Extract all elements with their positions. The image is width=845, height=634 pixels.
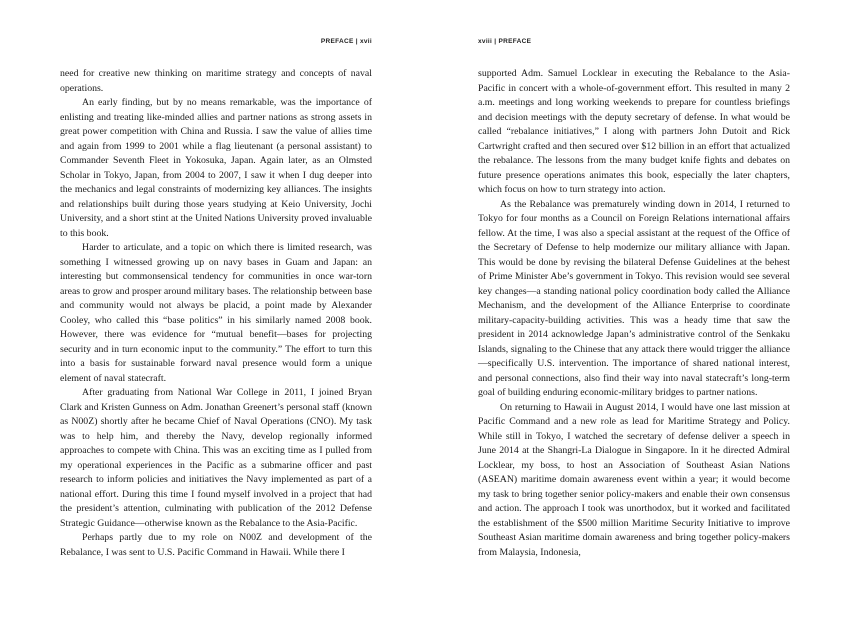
paragraph: Perhaps partly due to my role on N00Z and development of the Rebalance, I was sent to U.S. Pacific Command in Hawaii. While there I: [60, 532, 372, 558]
body-text: [60, 67, 372, 560]
paragraph: need for creative new thinking on maritime strategy and concepts of naval operations.: [60, 68, 372, 94]
paragraph: An early finding, but by no means remarkable, was the importance of enlisting and treating like-minded allies and partner nations as strong assets in great power competition with China and Russia. I saw the value of allies time and again from 1999 to 2001 while a flag lieutenant (a personal assistant) to Commander Seventh Fleet in Yokosuka, Japan. Again later, as an Olmsted Scholar in Tokyo, Japan, from 2004 to 2007, I saw it when I dug deeper into the mechanics and legal constraints of modernizing key alliances. The insights and relationships built during those years studying at Keio University, Jochi University, and a short stint at the United Nations University proved invaluable to this book.: [60, 97, 372, 239]
paragraph: On returning to Hawaii in August 2014, I would have one last mission at Pacific Command and a new role as lead for Maritime Strategy and Policy. While still in Tokyo, I watched the secretary of defense deliver a speech in June 2014 at the Shangri-La Dialogue in Singapore. In it he directed Admiral Locklear, my boss, to host an Association of Southeast Asian Nations (ASEAN) maritime domain awareness event within a year; it would become my task to bring together senior policy-makers and enable their own consensus and action. The approach I took was unorthodox, but it worked and facilitated the establishment of the $500 million Maritime Security Initiative to improve Southeast Asian maritime domain awareness and bring together policy-makers from Malaysia, Indonesia,: [478, 401, 790, 558]
running-head: xviii | PREFACE: [478, 38, 532, 45]
body-text: [478, 67, 790, 560]
running-head: PREFACE | xvii: [320, 38, 372, 45]
paragraph: supported Adm. Samuel Locklear in executing the Rebalance to the Asia-Pacific in concert with a whole-of-government effort. This resulted in many 2 a.m. meetings and long working weekends to prepare for countless briefings and decision meetings with the deputy secretary of defense. In what would be called “rebalance initiatives,” I along with partners John Dutoit and Rick Cartwright crafted and then secured over $12 billion in an effort that actualized the rebalance. The lessons from the many budget knife fights and debates on future presence operations animates this book, especially the later chapters, which focus on how to turn strategy into action.: [478, 68, 790, 195]
paragraph: Harder to articulate, and a topic on which there is limited research, was something I witnessed growing up on navy bases in Guam and Japan: an interesting but commonsensical tendency for communities in once war-torn areas to grow and prosper around military bases. The relationship between base and community would not always be placid, a point made by Alexander Cooley, who called this “base politics” in his similarly named 2008 book. However, there was evidence for “mutual benefit—bases for projecting security and in turn economic input to the community.” The effort to turn this into a basis for sustainable forward naval presence would form a unique element of naval statecraft.: [60, 242, 372, 384]
paragraph: As the Rebalance was prematurely winding down in 2014, I returned to Tokyo for four months as a Council on Foreign Relations international affairs fellow. At the time, I was also a special assistant at the request of the Office of the Secretary of Defense to help modernize our military alliance with Japan. This would be done by revising the bilateral Defense Guidelines at the behest of Prime Minister Abe’s government in Tokyo. This revision would see several key changes—a standing national policy coordination body called the Alliance Mechanism, and the development of the Alliance Enterprise to coordinate military-capacity-building activities. This was a heady time that saw the president in 2014 acknowledge Japan’s administrative control of the Senkaku Islands, signaling to the Chinese that any attack there would trigger the alliance—specifically U.S. intervention. The importance of shared national interest, and personal connections, also find their way into naval statecraft’s long-term goal of building enduring economic-military bridges to partner nations.: [478, 198, 790, 398]
paragraph: After graduating from National War College in 2011, I joined Bryan Clark and Kristen Gunness on Adm. Jonathan Greenert’s personal staff (known as N00Z) shortly after he became Chief of Naval Operations (CNO). My task was to help him, and thereby the Navy, develop regionally informed approaches to compete with China. This was an exciting time as I pulled from my operational experiences in the Pacific as a submarine officer and past research to inform policies and initiatives the Navy implemented as part of a national effort. During this time I found myself involved in a project that had the president’s attention, culminating with publication of the 2012 Defense Strategic Guidance—otherwise known as the Rebalance to the Asia-Pacific.: [60, 387, 372, 529]
